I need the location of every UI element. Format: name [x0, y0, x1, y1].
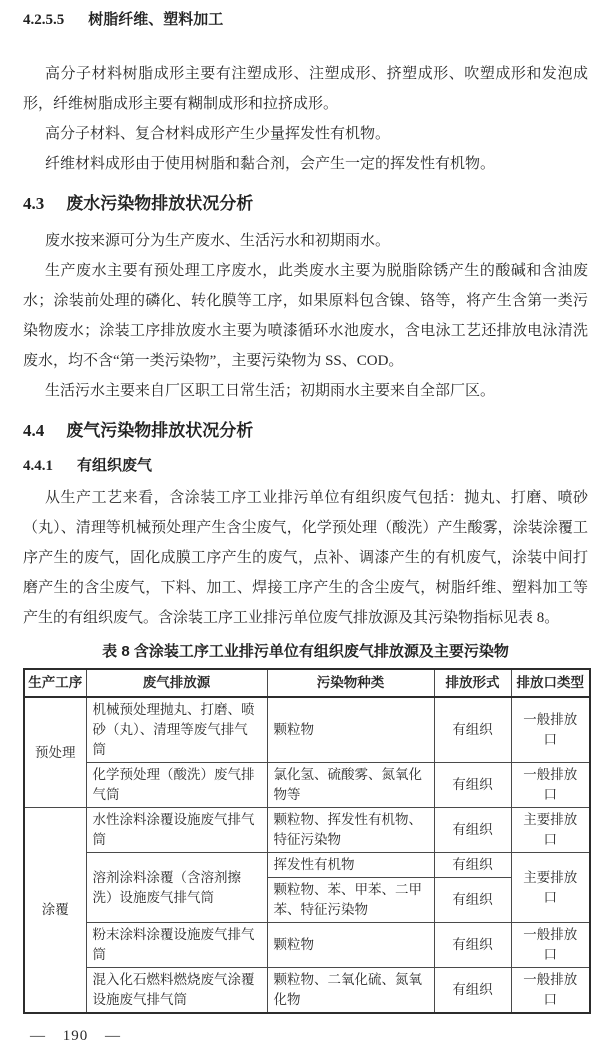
paragraph-domestic-wastewater: 生活污水主要来自厂区职工日常生活；初期雨水主要来自全部厂区。 — [45, 383, 496, 399]
column-header-form: 排放形式 — [434, 669, 511, 697]
heading-number: 4.4 — [23, 421, 45, 440]
cell-pollutants: 氯化氢、硫酸雾、氮氧化物等 — [267, 763, 434, 808]
cell-process-group: 预处理 — [24, 697, 86, 808]
cell-source: 化学预处理（酸洗）废气排气筒 — [86, 763, 267, 808]
cell-outlet-type: 一般排放口 — [511, 697, 590, 763]
heading-4-2-5-5 — [23, 10, 588, 30]
table-row — [24, 697, 590, 763]
cell-source: 粉末涂料涂覆设施废气排气筒 — [86, 923, 267, 968]
cell-outlet-type: 主要排放口 — [511, 808, 590, 853]
cell-pollutants: 挥发性有机物 — [267, 853, 434, 878]
cell-form: 有组织 — [434, 923, 511, 968]
cell-source: 机械预处理抛丸、打磨、喷砂（丸）、清理等废气排气筒 — [86, 697, 267, 763]
table-row — [24, 763, 590, 808]
heading-4-4 — [23, 419, 588, 443]
heading-title: 树脂纤维、塑料加工 — [88, 11, 224, 28]
cell-pollutants: 颗粒物 — [267, 697, 434, 763]
heading-title: 废气污染物排放状况分析 — [66, 421, 254, 440]
table-row — [24, 968, 590, 1014]
cell-form: 有组织 — [434, 968, 511, 1014]
paragraph-polymer-voc: 高分子材料、复合材料成形产生少量挥发性有机物。 — [45, 126, 391, 142]
paragraph-fiber-voc: 纤维材料成形由于使用树脂和黏合剂，会产生一定的挥发性有机物。 — [45, 156, 496, 172]
heading-title: 有组织废气 — [77, 457, 153, 474]
cell-source: 混入化石燃料燃烧废气涂覆设施废气排气筒 — [86, 968, 267, 1014]
paragraph-production-wastewater: 生产废水主要有预处理工序废水，此类废水主要为脱脂除锈产生的酸碱和含油废水；涂装前处理的磷化、转化膜等工序，如果原料包含镍、铬等，将产生含第一类污染物废水；涂装工序排放废水主要为喷漆循环水池废水，含电泳工艺还排放电泳清洗废水，均不含“第一类污染物”，主要污染物为 SS、COD。 — [23, 263, 588, 369]
cell-pollutants: 颗粒物、二氧化硫、氮氧化物 — [267, 968, 434, 1014]
cell-form: 有组织 — [434, 697, 511, 763]
cell-form: 有组织 — [434, 853, 511, 878]
column-header-process: 生产工序 — [24, 669, 86, 697]
cell-outlet-type: 一般排放口 — [511, 968, 590, 1014]
column-header-source: 废气排放源 — [86, 669, 267, 697]
cell-process-group: 涂覆 — [24, 808, 86, 1014]
column-header-pollutants: 污染物种类 — [267, 669, 434, 697]
table-caption: 表 8 含涂装工序工业排污单位有组织废气排放源及主要污染物 — [102, 643, 509, 660]
emission-source-table — [23, 668, 591, 1014]
heading-number: 4.2.5.5 — [23, 12, 65, 28]
heading-number: 4.4.1 — [23, 458, 53, 474]
cell-pollutants: 颗粒物、挥发性有机物、特征污染物 — [267, 808, 434, 853]
cell-source: 水性涂料涂覆设施废气排气筒 — [86, 808, 267, 853]
paragraph-wastewater-sources: 废水按来源可分为生产废水、生活污水和初期雨水。 — [45, 233, 391, 249]
cell-source: 溶剂涂料涂覆（含溶剂擦洗）设施废气排气筒 — [86, 853, 267, 923]
cell-pollutants: 颗粒物 — [267, 923, 434, 968]
table-header-row — [24, 669, 590, 697]
table-row — [24, 853, 590, 878]
cell-outlet-type: 一般排放口 — [511, 763, 590, 808]
paragraph-resin-forming: 高分子材料树脂成形主要有注塑成形、注塑成形、挤塑成形、吹塑成形和发泡成形，纤维树脂成形主要有糊制成形和拉挤成形。 — [23, 66, 588, 112]
cell-form: 有组织 — [434, 808, 511, 853]
cell-outlet-type: 主要排放口 — [511, 853, 590, 923]
column-header-outlet-type: 排放口类型 — [511, 669, 590, 697]
paragraph-organized-exhaust: 从生产工艺来看，含涂装工序工业排污单位有组织废气包括：抛丸、打磨、喷砂（丸）、清理等机械预处理产生含尘废气，化学预处理（酸洗）产生酸雾，涂装涂覆工序产生的废气，固化成膜工序产生的废气，点补、调漆产生的有机废气，涂装中间打磨产生的含尘废气，下料、加工、焊接工序产生的含尘废气，树脂纤维、塑料加工等产生的有组织废气。含涂装工序工业排污单位废气排放源及其污染物指标见表 8。 — [23, 490, 588, 626]
heading-number: 4.3 — [23, 194, 45, 213]
heading-4-4-1 — [23, 456, 588, 476]
cell-form: 有组织 — [434, 763, 511, 808]
page-number: — 190 — — [30, 1028, 121, 1044]
table-row — [24, 808, 590, 853]
cell-form: 有组织 — [434, 878, 511, 923]
heading-4-3 — [23, 192, 588, 216]
cell-outlet-type: 一般排放口 — [511, 923, 590, 968]
cell-pollutants: 颗粒物、苯、甲苯、二甲苯、特征污染物 — [267, 878, 434, 923]
heading-title: 废水污染物排放状况分析 — [66, 194, 254, 213]
table-row — [24, 923, 590, 968]
